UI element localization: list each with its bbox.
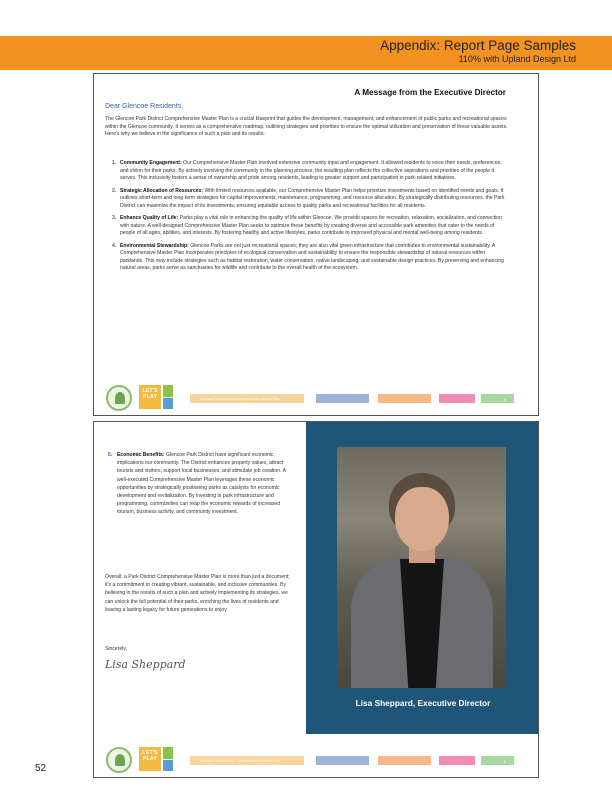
footer-label: Glencoe Park District Comprehensive Master Plan — [200, 758, 281, 763]
footer-page-bar — [481, 394, 514, 403]
footer-page-number: 5 — [503, 758, 506, 764]
list-item-title: Environmental Stewardship: — [120, 242, 189, 249]
list-item-text: With limited resources available, our Comprehensive Master Plan helps prioritize investments based on identified needs and goals. It outlines short-term and long-term strategies for capital improvements, maintenance, programming, and resource allocation. By strategically distributing resources, the Park District can maximize the impact of its investments, ensuring equitable access to quality parks and recreational facilities for all residents. — [120, 187, 505, 209]
page-footer — [94, 743, 538, 777]
list-item — [112, 188, 510, 211]
banner-subtitle: 110% with Upland Design Ltd — [458, 54, 576, 64]
footer-bar-pink — [439, 756, 475, 765]
list-number: 4. — [112, 242, 117, 249]
page-footer — [94, 381, 538, 415]
list-number: 5. — [108, 452, 113, 458]
banner-title: Appendix: Report Page Samples — [380, 38, 576, 53]
list-number: 2. — [112, 187, 117, 194]
list-item-title: Enhance Quality of Life: — [120, 215, 179, 221]
footer-bar-pink — [439, 394, 475, 403]
report-page-sample-2 — [93, 421, 539, 778]
list-item-text: Glencoe Parks are not just recreational spaces; they are also vital green infrastructure that contributes to environmental sustainability. A Comprehensive Master Plan incorporates principles of ecological conservation and sustainability to ensure the responsible stewardship of natural resources within parklands. This may include strategies such as habitat restoration, water conservation, native landscaping, and sustainable design practices. By preserving and enhancing natural areas, parks serve as sanctuaries for wildlife and contribute to the overall health of the ecosystem. — [120, 242, 504, 271]
lets-play-logo: LET'S PLAY — [139, 385, 161, 409]
list-item — [112, 160, 510, 183]
photo-caption: Lisa Sheppard, Executive Director — [355, 698, 491, 708]
director-photo-panel — [306, 422, 539, 734]
director-photo — [337, 447, 506, 688]
list-item-title: Community Engagement: — [120, 160, 182, 166]
report-page-sample-1 — [93, 73, 539, 416]
footer-bar-orange — [378, 394, 431, 403]
tree-icon — [163, 747, 173, 759]
intro-paragraph: The Glencoe Park District Comprehensive Master Plan is a crucial blueprint that guides the development, management, and enhancement of public parks and recreational spaces within the Glencoe community. It serves as a comprehensive roadmap, outlining strategies and priorities to ensure the optimal utilization and preservation of these valuable assets. Here's why we believe in the significance of such a plan and its results: — [105, 116, 508, 137]
menu-icon — [163, 760, 173, 771]
footer-bar-blue — [316, 394, 369, 403]
footer-bar-blue — [316, 756, 369, 765]
menu-icon — [163, 398, 173, 409]
tree-icon — [163, 385, 173, 397]
list-item-title: Economic Benefits: — [117, 452, 165, 458]
page-heading: A Message from the Executive Director — [354, 88, 506, 97]
list-item — [105, 451, 295, 517]
economic-benefits-list — [105, 451, 295, 517]
benefits-list — [112, 160, 510, 278]
signature: Lisa Sheppard — [105, 658, 186, 671]
closing-paragraph: Overall, a Park District Comprehensive Master Plan is more than just a document; it's a commitment to creating vibrant, sustainable, and inclusive communities. By believing in the results of such a plan and actively implementing its strategies, we can unlock the full potential of their parks, enriching the lives of residents and leaving a lasting legacy for future generations to enjoy. — [105, 574, 290, 613]
footer-bar-orange — [378, 756, 431, 765]
list-item-title: Strategic Allocation of Resources: — [120, 187, 204, 194]
list-item — [112, 243, 510, 273]
list-number: 3. — [112, 215, 117, 221]
salutation: Dear Glencoe Residents, — [105, 103, 184, 110]
footer-label-bar — [190, 394, 304, 403]
list-item-text: Glencoe Park District have significant economic implications our community. The District enhances property values, attract tourists and visitors, support local businesses, and stimulate job creation. A well-executed Comprehensive Master Plan leverages these economic opportunities by strategically positioning parks as catalysts for economic development and revitalization. By investing in park infrastructure and programming, communities can reap the economic rewards of increased tourism, business activity, and community investment. — [117, 452, 286, 516]
appendix-banner — [0, 36, 612, 70]
park-district-logo — [106, 385, 132, 411]
footer-page-bar — [481, 756, 514, 765]
list-number: 1. — [112, 160, 117, 166]
photo-face — [395, 487, 449, 551]
park-district-logo — [106, 747, 132, 773]
lets-play-logo: LET'S PLAY — [139, 747, 161, 771]
document-page-number: 52 — [35, 763, 47, 774]
sign-off: Sincerely, — [105, 646, 127, 652]
footer-page-number: 4 — [503, 396, 506, 402]
list-item-text: Parks play a vital role in enhancing the quality of life within Glencoe. We provide spaces for recreation, relaxation, socialization, and connection with nature. A well-designed Comprehensive Master Plan seeks to optimize these benefits by creating diverse and accessible park amenities that cater to the needs of people of all ages, abilities, and interests. By fostering healthy and active lifestyles, parks contribute to improved physical and mental well-being among residents. — [120, 215, 502, 236]
list-item-text: Our Comprehensive Master Plan involved extensive community input and engagement. It allowed residents to voice their needs, preferences, and vision for their parks. By actively involving the community in the planning process, the resulting plan reflects the collective aspirations and priorities of the people it serves. This inclusivity fosters a sense of ownership and pride among residents, leading to greater support and participation in park-related initiatives. — [120, 160, 502, 181]
footer-label-bar — [190, 756, 304, 765]
list-item — [112, 215, 510, 238]
footer-label: Glencoe Park District Comprehensive Master Plan — [200, 396, 281, 401]
